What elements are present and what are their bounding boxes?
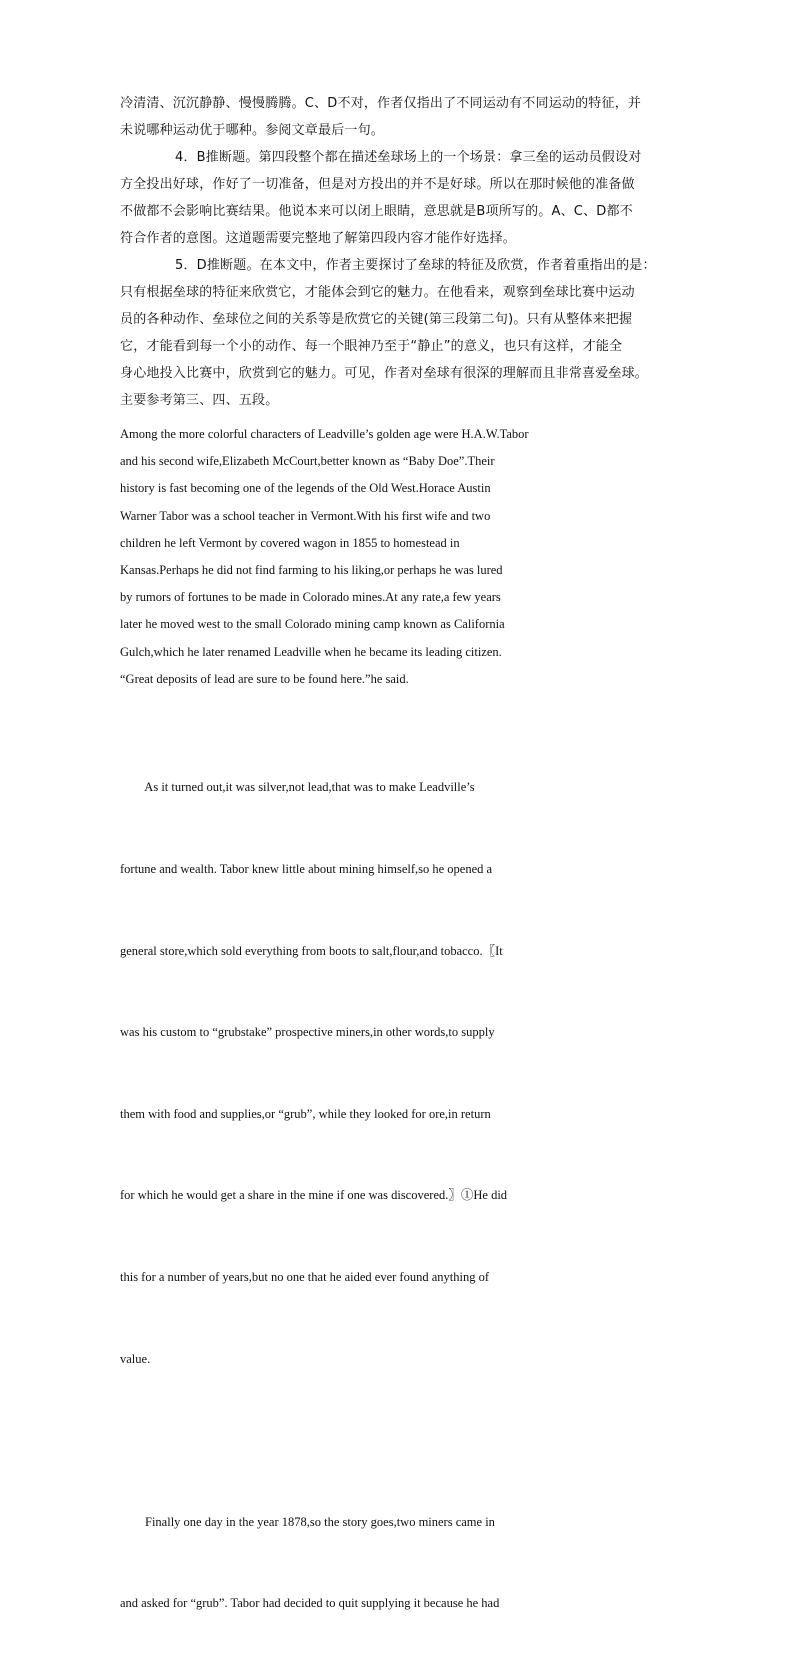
- item5-line: 主要参考第三、四、五段。: [120, 393, 279, 408]
- answer-analysis: [120, 90, 680, 414]
- passage-line: children he left Vermont by covered wagon in 1855 to homestead in: [120, 535, 460, 550]
- item5-line: 只有根据垒球的特征来欣赏它，才能体会到它的魅力。在他看来，观察到垒球比赛中运动: [120, 285, 635, 300]
- item5-line: 它，才能看到每一个小的动作、每一个眼神乃至于“静止”的意义，也只有这样，才能全: [120, 339, 623, 354]
- item5-line: 员的各种动作、垒球位之间的关系等是欣赏它的关键(第三段第二句)。只有从整体来把握: [120, 312, 633, 327]
- passage-line: As it turned out,it was silver,not lead,that was to make Leadville’s: [120, 780, 475, 795]
- passage-line: fortune and wealth. Tabor knew little about mining himself,so he opened a: [120, 862, 493, 877]
- passage-line: and asked for “grub”. Tabor had decided to quit supplying it because he had: [120, 1596, 500, 1611]
- item4-line: 方全投出好球，作好了一切准备，但是对方投出的并不是好球。所以在那时候他的准备做: [120, 177, 635, 192]
- item4-line: 符合作者的意图。这道题需要完整地了解第四段内容才能作好选择。: [120, 231, 517, 246]
- passage-line: “Great deposits of lead are sure to be found here.”he said.: [120, 671, 409, 686]
- passage-line: value.: [120, 1351, 151, 1366]
- analysis-continuation-line: 冷清清、沉沉静静、慢慢腾腾。C、D不对，作者仅指出了不同运动有不同运动的特征，并: [120, 96, 642, 111]
- paragraph-gap: [120, 1427, 680, 1454]
- passage-paragraph-1: [120, 421, 680, 693]
- passage-line: general store,which sold everything from boots to salt,flour,and tobacco.〖It: [120, 943, 503, 958]
- passage-paragraph-2: [120, 720, 680, 1427]
- passage-line: history is fast becoming one of the legends of the Old West.Horace Austin: [120, 481, 491, 496]
- passage-line: for which he would get a share in the mine if one was discovered.〗①He did: [120, 1188, 508, 1203]
- passage-line: later he moved west to the small Colorado mining camp known as California: [120, 617, 505, 632]
- passage-paragraph-3: [120, 1454, 680, 1672]
- paragraph-gap: [120, 693, 680, 720]
- reading-passage: [120, 421, 680, 1672]
- passage-line: Finally one day in the year 1878,so the story goes,two miners came in: [120, 1514, 495, 1529]
- passage-line: Warner Tabor was a school teacher in Vermont.With his first wife and two: [120, 508, 491, 523]
- item5-line: 5．D推断题。在本文中，作者主要探讨了垒球的特征及欣赏，作者着重指出的是：: [175, 258, 656, 273]
- passage-line: Kansas.Perhaps he did not find farming to his liking,or perhaps he was lured: [120, 562, 503, 577]
- passage-line: by rumors of fortunes to be made in Colorado mines.At any rate,a few years: [120, 590, 501, 605]
- item5-line: 身心地投入比赛中，欣赏到它的魅力。可见，作者对垒球有很深的理解而且非常喜爱垒球。: [120, 366, 649, 381]
- passage-line: and his second wife,Elizabeth McCourt,better known as “Baby Doe”.Their: [120, 454, 495, 469]
- item4-line: 不做都不会影响比赛结果。他说本来可以闭上眼睛，意思就是B项所写的。A、C、D都不: [120, 204, 633, 219]
- passage-line: Among the more colorful characters of Leadville’s golden age were H.A.W.Tabor: [120, 427, 529, 441]
- passage-line: Gulch,which he later renamed Leadville when he became its leading citizen.: [120, 644, 502, 659]
- passage-line: was his custom to “grubstake” prospective miners,in other words,to supply: [120, 1025, 495, 1040]
- passage-line: them with food and supplies,or “grub”, while they looked for ore,in return: [120, 1106, 491, 1121]
- item4-line: 4．B推断题。第四段整个都在描述垒球场上的一个场景：拿三垒的运动员假设对: [175, 150, 642, 165]
- analysis-continuation-line: 未说哪种运动优于哪种。参阅文章最后一句。: [120, 123, 385, 138]
- passage-line: this for a number of years,but no one that he aided ever found anything of: [120, 1270, 489, 1285]
